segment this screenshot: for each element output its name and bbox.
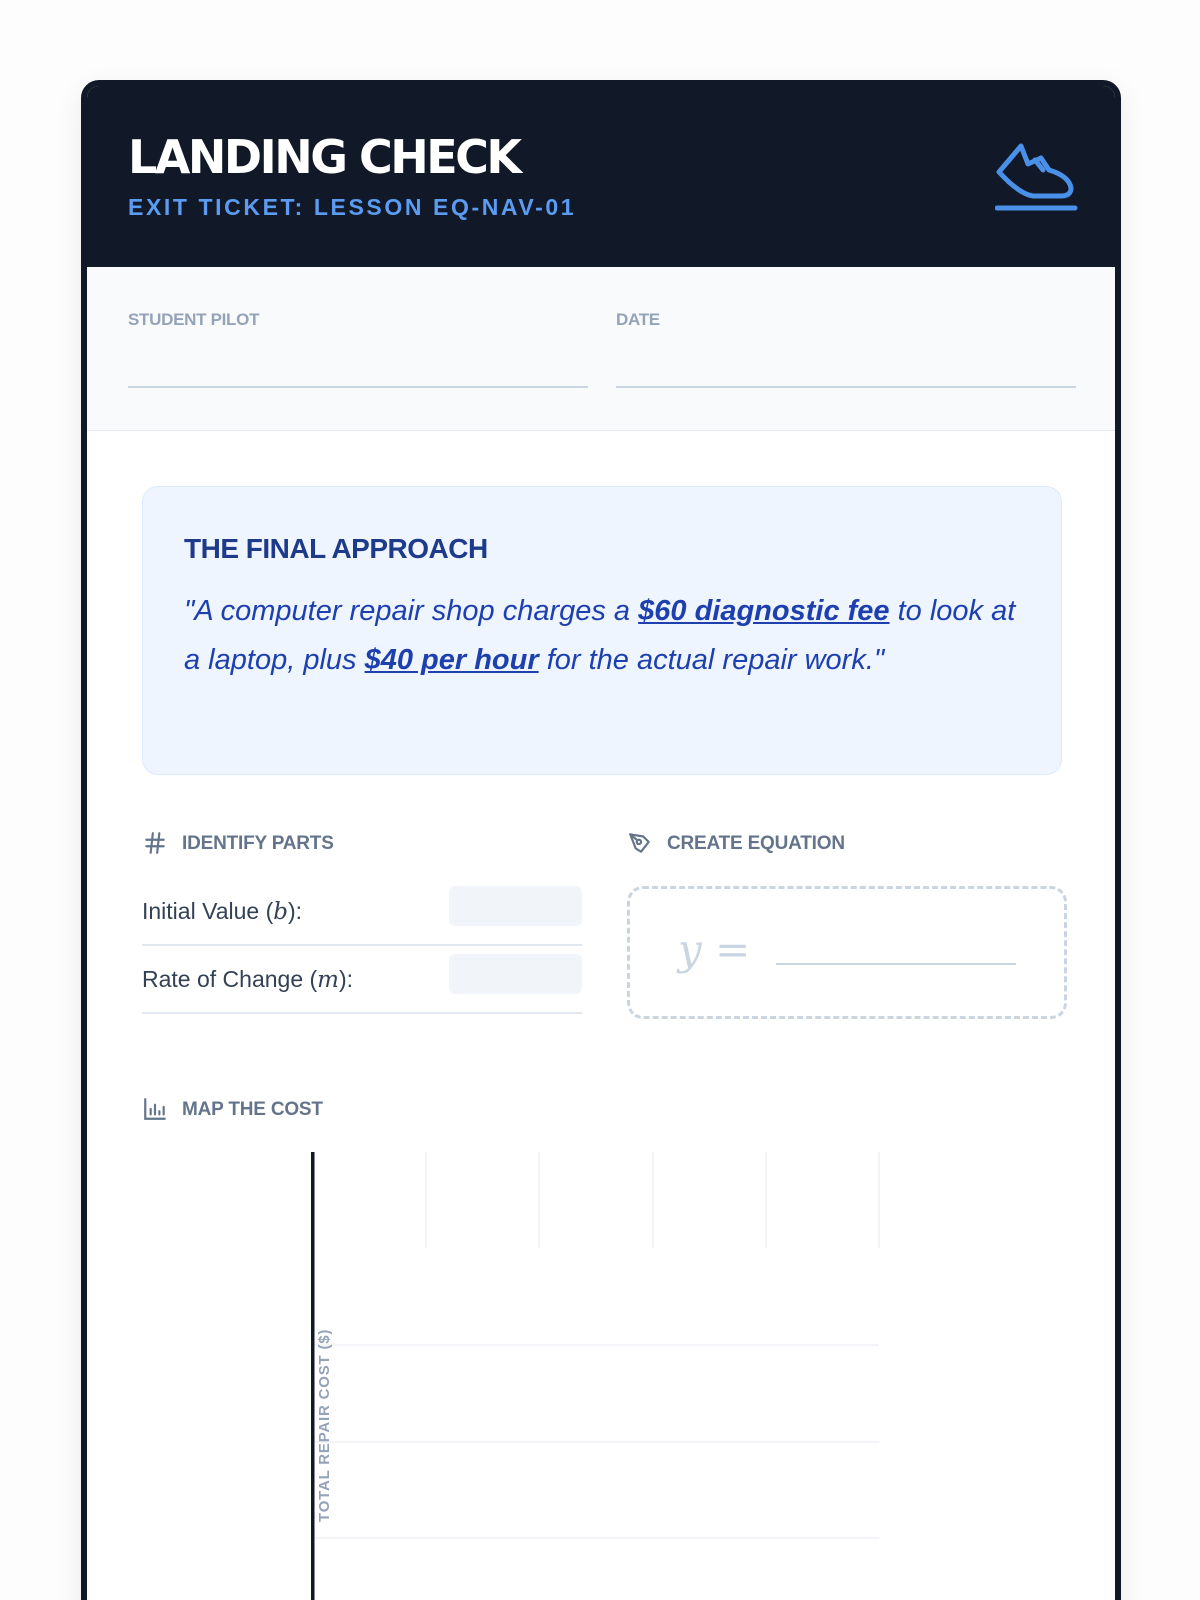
problem-highlight-rate: $40 per hour bbox=[364, 644, 539, 676]
problem-highlight-fee: $60 diagnostic fee bbox=[638, 595, 890, 627]
create-equation-title: CREATE EQUATION bbox=[667, 832, 845, 854]
rate-of-change-label bbox=[142, 968, 353, 992]
page-title: LANDING CHECK bbox=[128, 130, 520, 184]
initial-value-row bbox=[142, 878, 582, 946]
rate-of-change-variable: m bbox=[317, 967, 339, 993]
equation-prefix: y = bbox=[678, 925, 751, 974]
y-axis-label: TOTAL REPAIR COST ($) bbox=[316, 1328, 333, 1522]
rate-of-change-row bbox=[142, 946, 582, 1014]
hash-icon bbox=[142, 830, 168, 856]
student-info-section bbox=[87, 267, 1115, 431]
graph-grid bbox=[311, 1152, 879, 1538]
problem-text bbox=[184, 587, 1024, 685]
initial-value-input[interactable] bbox=[449, 886, 582, 926]
date-field[interactable] bbox=[616, 311, 1076, 328]
problem-title: THE FINAL APPROACH bbox=[184, 533, 488, 564]
rate-of-change-input[interactable] bbox=[449, 954, 582, 994]
create-equation-header bbox=[627, 830, 845, 856]
initial-value-variable: b bbox=[273, 899, 288, 925]
student-pilot-input-line[interactable] bbox=[128, 386, 588, 388]
rate-of-change-end: ): bbox=[338, 966, 354, 992]
bar-chart-icon bbox=[142, 1096, 168, 1122]
shoe-icon bbox=[995, 138, 1079, 218]
student-pilot-field[interactable] bbox=[128, 311, 588, 328]
page-subtitle: EXIT TICKET: LESSON EQ-NAV-01 bbox=[128, 194, 577, 220]
student-pilot-label: STUDENT PILOT bbox=[128, 310, 260, 329]
initial-value-label bbox=[142, 900, 302, 924]
pen-tool-icon bbox=[627, 830, 653, 856]
date-input-line[interactable] bbox=[616, 386, 1076, 388]
problem-text-part3: for the actual repair work." bbox=[538, 644, 885, 676]
problem-text-part2: to look at a laptop, plus bbox=[184, 595, 1016, 676]
equation-input-box[interactable] bbox=[627, 886, 1067, 1019]
exit-ticket-card bbox=[81, 80, 1121, 1600]
rate-of-change-text: Rate of Change ( bbox=[142, 966, 318, 992]
map-the-cost-title: MAP THE COST bbox=[182, 1098, 323, 1120]
identify-parts-title: IDENTIFY PARTS bbox=[182, 832, 334, 854]
problem-text-part1: "A computer repair shop charges a bbox=[184, 595, 639, 627]
cost-graph[interactable] bbox=[311, 1152, 911, 1600]
problem-box bbox=[142, 486, 1062, 775]
map-the-cost-header bbox=[142, 1096, 323, 1122]
identify-parts-header bbox=[142, 830, 334, 856]
initial-value-end: ): bbox=[288, 898, 303, 924]
initial-value-text: Initial Value ( bbox=[142, 898, 274, 924]
equation-input-line[interactable] bbox=[776, 963, 1016, 965]
date-label: DATE bbox=[616, 310, 660, 329]
header bbox=[87, 86, 1115, 267]
